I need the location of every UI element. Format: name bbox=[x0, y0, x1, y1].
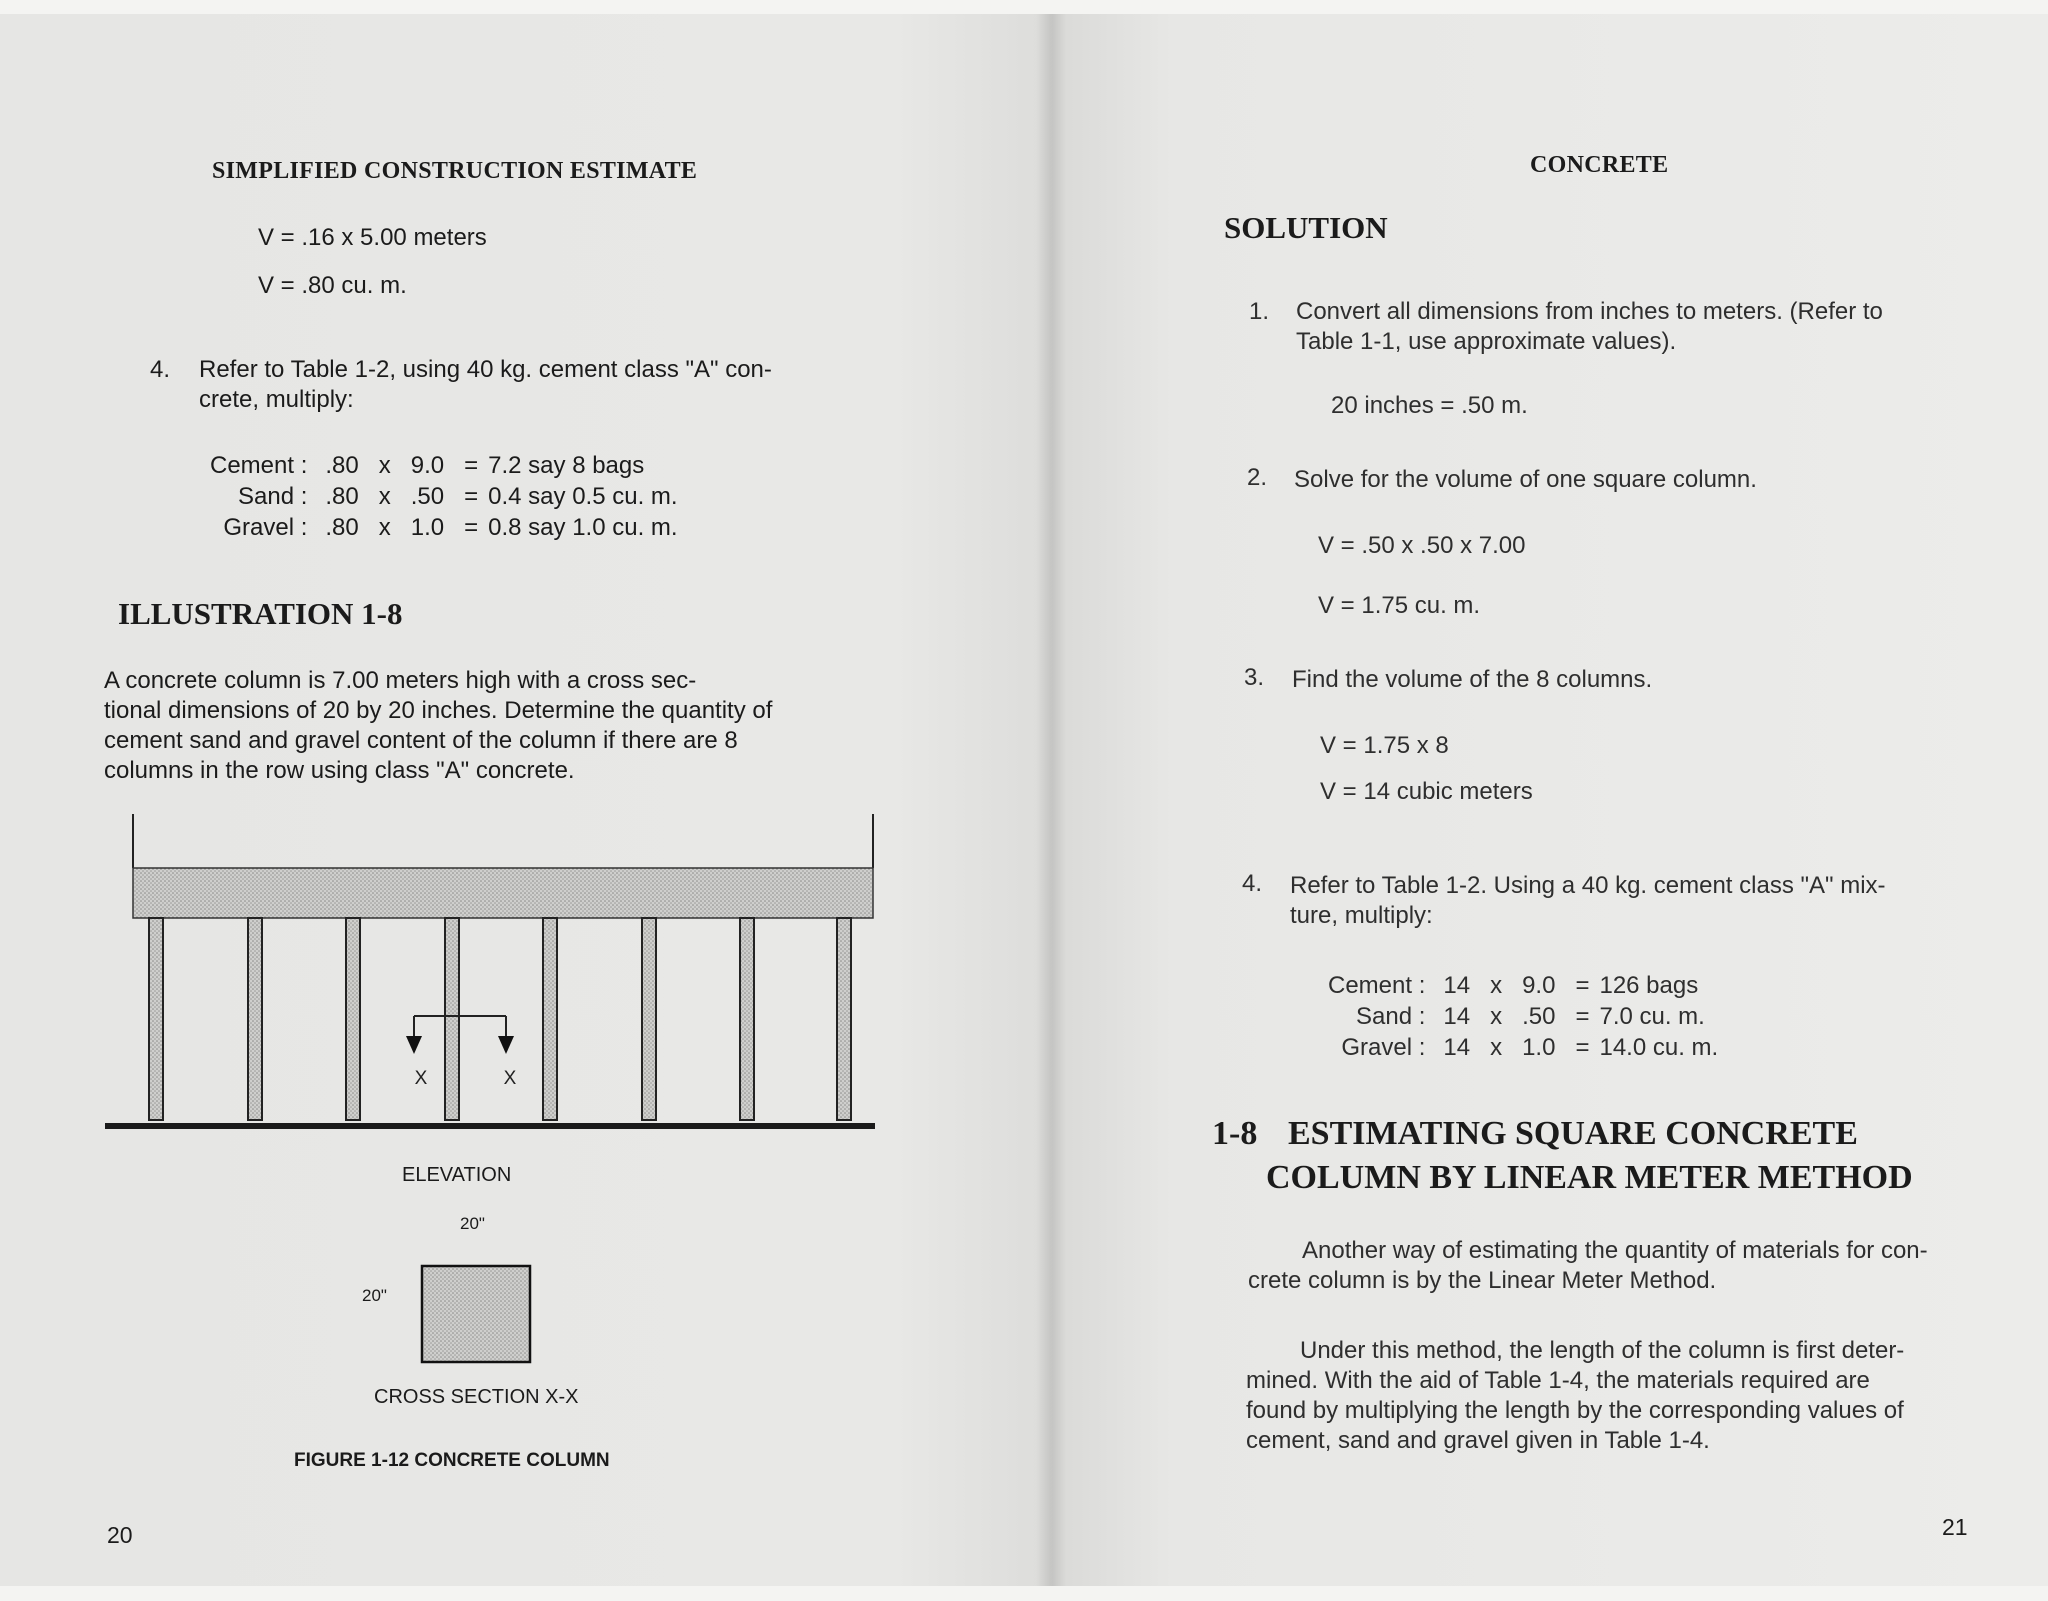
paragraph bbox=[1248, 1236, 2018, 1296]
paragraph-line: Under this method, the length of the column is first deter- bbox=[1300, 1337, 1905, 1364]
material-value: 14 bbox=[1443, 1003, 1471, 1030]
column bbox=[837, 918, 851, 1120]
material-factor: .50 bbox=[410, 483, 445, 510]
section-mark-label: X bbox=[503, 1068, 517, 1089]
equals-sign: = bbox=[464, 514, 479, 541]
material-factor: 9.0 bbox=[1522, 972, 1556, 999]
material-factor: .50 bbox=[1522, 1003, 1556, 1030]
operator: x bbox=[1490, 1003, 1503, 1030]
paragraph-line: found by multiplying the length by the corresponding values of bbox=[1246, 1397, 1904, 1424]
equation-line: 20 inches = .50 m. bbox=[1331, 392, 1528, 419]
material-result: 7.0 cu. m. bbox=[1599, 1003, 1705, 1030]
material-label: Sand : bbox=[237, 483, 308, 510]
equation-line: V = 1.75 x 8 bbox=[1320, 732, 1449, 759]
dimension-label: 20" bbox=[362, 1286, 387, 1305]
figure-caption: FIGURE 1-12 CONCRETE COLUMN bbox=[294, 1450, 610, 1471]
materials-row bbox=[210, 481, 678, 512]
equation-line: V = 14 cubic meters bbox=[1320, 778, 1533, 805]
running-header: CONCRETE bbox=[1530, 152, 1669, 178]
paragraph-line: tional dimensions of 20 by 20 inches. Determine the quantity of bbox=[104, 697, 773, 724]
step-number: 1. bbox=[1249, 298, 1270, 325]
materials-row bbox=[1328, 970, 1718, 1001]
illustration-title: ILLUSTRATION 1-8 bbox=[118, 596, 403, 631]
material-result: 7.2 say 8 bags bbox=[488, 452, 645, 479]
paragraph-line: cement, sand and gravel given in Table 1-4. bbox=[1246, 1427, 1710, 1454]
operator: x bbox=[378, 514, 391, 541]
material-label: Cement : bbox=[210, 452, 308, 479]
material-result: 14.0 cu. m. bbox=[1599, 1034, 1719, 1061]
arrow-down-icon bbox=[498, 1036, 514, 1054]
elevation-label: ELEVATION bbox=[402, 1164, 512, 1186]
paragraph-line: mined. With the aid of Table 1-4, the materials required are bbox=[1246, 1367, 1870, 1394]
equation-line: V = .80 cu. m. bbox=[258, 272, 407, 299]
materials-row bbox=[1328, 1032, 1718, 1063]
equals-sign: = bbox=[464, 452, 479, 479]
material-value: 14 bbox=[1443, 1034, 1471, 1061]
step-text: Solve for the volume of one square column. bbox=[1294, 466, 1757, 493]
column-section bbox=[422, 1266, 530, 1362]
equals-sign: = bbox=[1575, 972, 1590, 999]
material-value: 14 bbox=[1443, 972, 1471, 999]
material-label: Gravel : bbox=[223, 514, 308, 541]
column bbox=[642, 918, 656, 1120]
operator: x bbox=[1490, 972, 1503, 999]
step-text: Find the volume of the 8 columns. bbox=[1292, 666, 1653, 693]
materials-row bbox=[210, 512, 678, 543]
column bbox=[346, 918, 360, 1120]
materials-row bbox=[1328, 1001, 1718, 1032]
step-number: 4. bbox=[150, 356, 171, 383]
material-result: 0.4 say 0.5 cu. m. bbox=[488, 483, 678, 510]
material-factor: 1.0 bbox=[410, 514, 445, 541]
paragraph bbox=[1246, 1336, 2020, 1456]
step-text: Table 1-1, use approximate values). bbox=[1296, 328, 1677, 355]
equation-line: V = .50 x .50 x 7.00 bbox=[1318, 532, 1526, 559]
column bbox=[149, 918, 163, 1120]
step-number: 3. bbox=[1244, 664, 1265, 691]
section-title: ESTIMATING SQUARE CONCRETE bbox=[1288, 1115, 1858, 1152]
material-label: Cement : bbox=[1328, 972, 1426, 999]
material-label: Gravel : bbox=[1341, 1034, 1426, 1061]
material-value: .80 bbox=[325, 514, 359, 541]
operator: x bbox=[1490, 1034, 1503, 1061]
book-spine bbox=[1036, 14, 1066, 1586]
material-result: 126 bags bbox=[1599, 972, 1699, 999]
paragraph-line: Another way of estimating the quantity of materials for con- bbox=[1302, 1237, 1928, 1264]
materials-table bbox=[1328, 970, 1718, 1063]
beam bbox=[133, 868, 873, 918]
page-number: 21 bbox=[1942, 1514, 1968, 1540]
paragraph-line: crete column is by the Linear Meter Method. bbox=[1248, 1267, 1717, 1294]
equals-sign: = bbox=[464, 483, 479, 510]
equals-sign: = bbox=[1575, 1003, 1590, 1030]
dimension-label: 20" bbox=[460, 1214, 485, 1233]
equation-line: V = .16 x 5.00 meters bbox=[258, 224, 487, 251]
step-text: ture, multiply: bbox=[1290, 902, 1433, 929]
running-header: SIMPLIFIED CONSTRUCTION ESTIMATE bbox=[212, 158, 698, 184]
cross-section-label: CROSS SECTION X-X bbox=[374, 1386, 579, 1408]
step-text: Convert all dimensions from inches to meters. (Refer to bbox=[1296, 298, 1883, 325]
column bbox=[248, 918, 262, 1120]
material-result: 0.8 say 1.0 cu. m. bbox=[488, 514, 678, 541]
column bbox=[445, 918, 459, 1120]
section-title: COLUMN BY LINEAR METER METHOD bbox=[1266, 1159, 1913, 1196]
column bbox=[740, 918, 754, 1120]
paragraph-line: cement sand and gravel content of the column if there are 8 bbox=[104, 727, 738, 754]
step-text: Refer to Table 1-2. Using a 40 kg. cement class "A" mix- bbox=[1290, 872, 1886, 899]
page-number: 20 bbox=[107, 1522, 133, 1548]
section-number: 1-8 bbox=[1212, 1115, 1258, 1152]
arrow-down-icon bbox=[406, 1036, 422, 1054]
materials-table bbox=[210, 450, 678, 543]
cross-section-drawing bbox=[420, 1264, 534, 1366]
step-number: 2. bbox=[1247, 464, 1268, 491]
equation-line: V = 1.75 cu. m. bbox=[1318, 592, 1481, 619]
material-factor: 9.0 bbox=[410, 452, 445, 479]
column bbox=[543, 918, 557, 1120]
material-value: .80 bbox=[325, 452, 359, 479]
material-factor: 1.0 bbox=[1522, 1034, 1556, 1061]
solution-title: SOLUTION bbox=[1224, 210, 1388, 245]
operator: x bbox=[378, 483, 391, 510]
operator: x bbox=[378, 452, 391, 479]
material-label: Sand : bbox=[1355, 1003, 1426, 1030]
materials-row bbox=[210, 450, 678, 481]
paragraph-line: columns in the row using class "A" concrete. bbox=[104, 757, 575, 784]
step-text: crete, multiply: bbox=[199, 386, 354, 413]
right-page bbox=[1052, 14, 2048, 1586]
illustration-paragraph bbox=[104, 666, 858, 786]
elevation-drawing bbox=[100, 804, 880, 1194]
section-mark-label: X bbox=[414, 1068, 428, 1089]
paragraph-line: A concrete column is 7.00 meters high with a cross sec- bbox=[104, 667, 697, 694]
left-page bbox=[0, 14, 1052, 1586]
step-number: 4. bbox=[1242, 870, 1263, 897]
material-value: .80 bbox=[325, 483, 359, 510]
step-text: Refer to Table 1-2, using 40 kg. cement class "A" con- bbox=[199, 356, 772, 383]
equals-sign: = bbox=[1575, 1034, 1590, 1061]
